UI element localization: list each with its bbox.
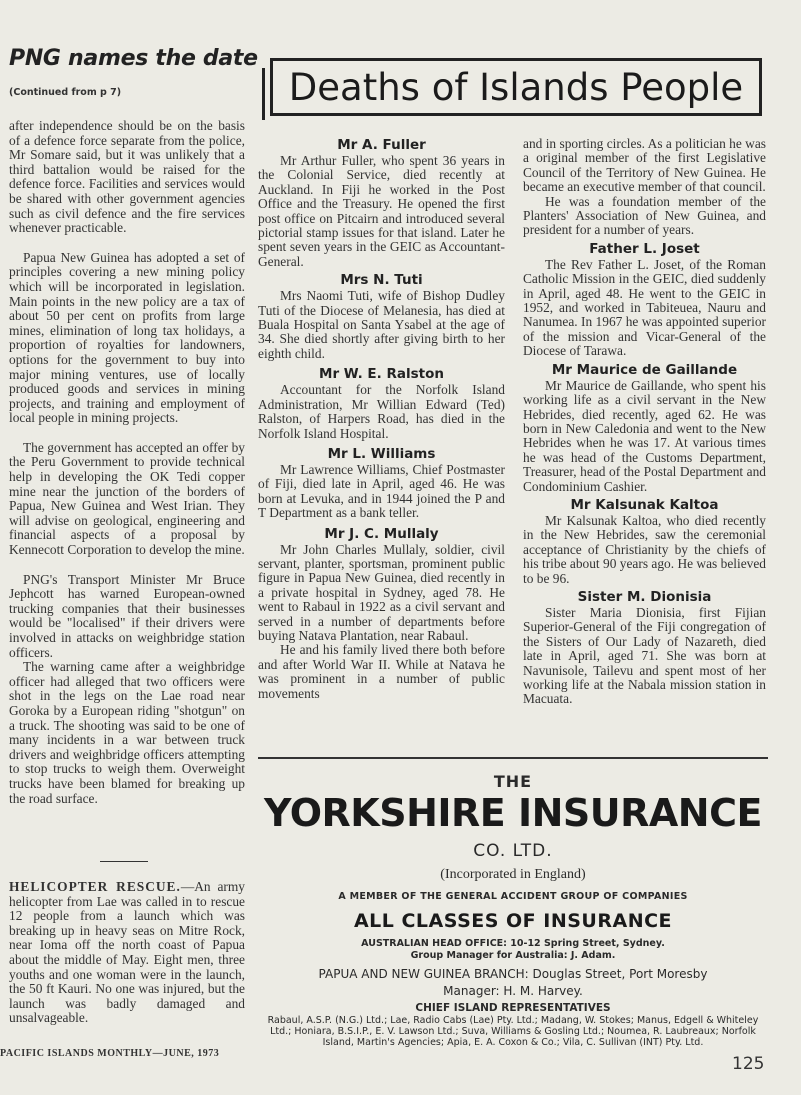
obituary-name: Mr L. Williams [327,445,436,462]
paragraph: The government has accepted an offer by the Peru Government to provide technical help in developing the OK Tedi copper mine near the junction of the borders of Papua, New Guinea and West Irian. They will advise on geological, engineering and financial aspects of a proposal by Kennecott Corporation to develop the mine. [9,439,245,558]
obituary-column-1 [258,136,505,701]
obituary-text: Accountant for the Norfolk Island Administration, Mr Willian Edward (Ted) Ralston, of Harpers Road, has died in the Norfolk Island Hospital. [258,382,505,441]
ad-head-office: AUSTRALIAN HEAD OFFICE: 10-12 Spring Street, Sydney. [361,938,665,949]
divider [100,861,148,862]
obituary-name: Mrs N. Tuti [340,272,423,289]
ad-representatives: Rabaul, A.S.P. (N.G.) Ltd.; Lae, Radio Cabs (Lae) Pty. Ltd.; Madang, W. Stokes; Manus, Edgell & Whiteley Ltd.; Honiara, B.S.I.P., E. V. Lawson Ltd.; Suva, Williams & Gosling Ltd.; Noumea, R. Laubreaux; Norfolk Island, Martin's Agencies; Apia, E. A. Coxon & Co.; Vila, C. Sullivan (INT) Pty. Ltd. [267,1015,759,1048]
obituary-entry [523,588,766,707]
ad-incorporated: (Incorporated in England) [440,867,586,882]
obituary-entry [523,496,766,586]
ad-manager: Manager: H. M. Harvey. [443,984,583,998]
obituary-text: Mr John Charles Mullaly, soldier, civil servant, planter, sportsman, prominent public figure in Papua New Guinea, died recently in a private hospital in Sydney, aged 78. He went to Rabaul in 1922 as a civil servant and served in a number of departments before buying Natava Plantation, near Rabaul. [258,541,505,643]
obituary-name: Mr J. C. Mullaly [324,525,439,542]
section-title-box [270,58,762,116]
paragraph: Papua New Guinea has adopted a set of principles covering a new mining policy which will be incorporated in legislation. Main points in the new policy are a tax of about 50 per cent on profits from large mines, elimination of long tax holidays, a proportion of royalties for landowners, options for the government to buy into major mining ventures, use of locally produced goods and services in mining projects, and training and employment of local people in mining projects. [9,249,245,426]
divider [258,757,768,759]
ad-group-manager: Group Manager for Australia: J. Adam. [410,950,616,961]
obituary-text: Sister Maria Dionisia, first Fijian Superior-General of the Fiji congregation of the Sisters of Our Lady of Nazareth, died late in April, aged 71. She was born at Navunisole, Tailevu and spent most of her working life at the Nabala mission station in Macuata. [523,604,766,707]
ad-branch: PAPUA AND NEW GUINEA BRANCH: Douglas Street, Port Moresby [318,967,708,981]
left-column [9,119,245,806]
page-number: 125 [732,1054,765,1074]
obituary-entry [258,271,505,361]
obituary-text: Mr Arthur Fuller, who spent 36 years in the Colonial Service, died recently at Auckland. In Fiji he worked in the Post Office and the Treasury. He opened the first post office on Pitcairn and introduced several pictorial stamp issues for that island. Later he spent seven years in the GEIC as Accountant-General. [258,153,505,269]
obituary-text: and in sporting circles. As a politician he was a original member of the first Legislative Council of the Territory of New Guinea. He became an executive member of that council. [523,136,766,195]
ad-co-ltd: CO. LTD. [473,841,553,861]
obituary-name: Sister M. Dionisia [577,588,712,605]
obituary-text: He and his family lived there both before and after World War II. While at Natava he was prominent in a number of public movements [258,642,505,701]
obituary-text: Mrs Naomi Tuti, wife of Bishop Dudley Tuti of the Diocese of Melanesia, has died at Buala Hospital on Santa Ysabel at the age of 34. She died shortly after giving birth to her eighth child. [258,288,505,361]
story-body: —An army helicopter from Lae was called in to rescue 12 people from a launch which was breaking up in heavy seas on Mitre Rock, near Ioma off the north coast of Papua about the middle of May. Eight men, three youths and one woman were in the launch, the 50 ft Kauri. No one was injured, but the launch was badly damaged and unsalvageable. [9,879,245,1026]
obituary-entry [258,445,505,521]
obituary-name: Mr Maurice de Gaillande [551,361,738,378]
box-edge [262,68,265,120]
obituary-text: The Rev Father L. Joset, of the Roman Catholic Mission in the GEIC, died suddenly in April, aged 48. He went to the GEIC in 1952, and worked in Tabiteuea, Nauru and Nanumea. In 1967 he was appointed superior of the mission and Vicar-General of the Diocese of Tarawa. [523,256,766,359]
obituary-entry [523,240,766,359]
obituary-name: Father L. Joset [589,240,700,257]
ad-member: A MEMBER OF THE GENERAL ACCIDENT GROUP OF COMPANIES [338,891,688,902]
obituary-entry [258,365,505,441]
obituary-entry [523,361,766,494]
obituary-entry [258,525,505,701]
headline: PNG names the date [9,46,258,71]
obituary-text: Mr Maurice de Gaillande, who spent his working life as a civil servant in the New Hebrides, died recently, aged 62. He was born in New Caledonia and went to the New Hebrides when he was 17. At various times he was head of the Customs Department, Treasurer, head of the Postal Department and Condominium Cashier. [523,377,766,494]
ad-classes: ALL CLASSES OF INSURANCE [353,910,673,932]
publication-footer: PACIFIC ISLANDS MONTHLY—JUNE, 1973 [0,1048,220,1059]
obituary-text: He was a foundation member of the Planters' Association of New Guinea, and president for a number of years. [523,193,766,238]
ad-reps-heading: CHIEF ISLAND REPRESENTATIVES [415,1002,611,1014]
story-kicker: HELICOPTER RESCUE. [9,879,181,894]
obituary-name: Mr A. Fuller [337,137,426,153]
paragraph: The warning came after a weighbridge officer had alleged that two officers were shot in the legs on the Lae road near Goroka by a European riding "shotgun" on a truck. The shooting was said to be one of many incidents in a war between truck drivers and weighbridge officers attempting to stop trucks to weigh them. Overweight trucks have been blamed for breaking up the road surface. [9,659,245,806]
obituary-text: Mr Kalsunak Kaltoa, who died recently in the New Hebrides, saw the ceremonial acceptance of Christianity by the chiefs of his tribe about 90 years ago. He was believed to be 96. [523,512,766,586]
obituary-column-2 [523,137,766,707]
obituary-entry [258,136,505,269]
continued-note: (Continued from p 7) [9,87,122,98]
helicopter-story [9,880,245,1026]
obituary-name: Mr Kalsunak Kaltoa [570,496,719,513]
obituary-text: Mr Lawrence Williams, Chief Postmaster of Fiji, died late in April, aged 46. He was born at Levuka, and in 1944 joined the P and T Department as a bank teller. [258,461,505,521]
section-title: Deaths of Islands People [288,65,744,109]
obituary-name: Mr W. E. Ralston [319,366,444,383]
paragraph: PNG's Transport Minister Mr Bruce Jephcott has warned European-owned trucking companies that their businesses would be "localised" if their drivers were involved in attacks on weighbridge station officers. [9,571,245,660]
insurance-advertisement [258,760,768,1048]
ad-company-name: YORKSHIRE INSURANCE [264,791,762,835]
paragraph: after independence should be on the basis of a defence force separate from the police, Mr Somare said, but it was unlikely that a third battalion would be raised for the defence force. Facilities and services would be shared with other government agencies such as civil defence and the fire services whenever practicable. [9,118,245,236]
ad-the: THE [493,772,533,791]
obituary-entry [523,137,766,238]
